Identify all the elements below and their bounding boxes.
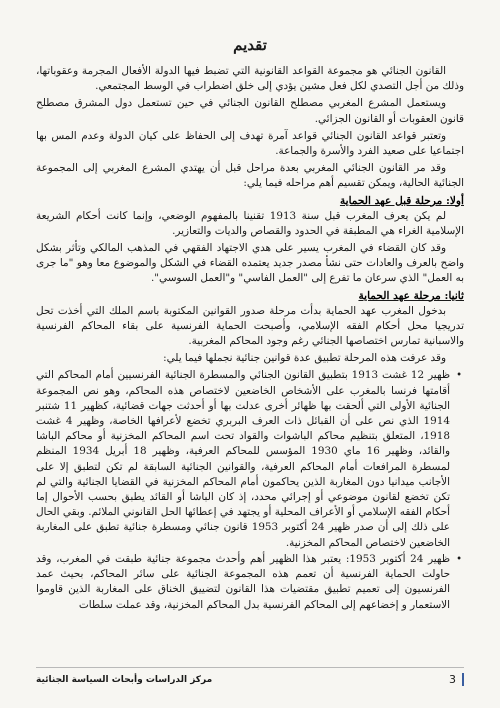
section-paragraph: بدخول المغرب عهد الحماية بدأت مرحلة صدور القوانين المكتوبة باسم الملك التي أخذت تحل تدريجيا محل أحكام الفقه الإسلامي، وأصبحت الحماية الفرنسية على بقاء المحاكم الفرنسية والاسبانية تمارس اختصاصها الجنائي رغم وجود المحاكم المغربية. <box>36 304 464 348</box>
intro-paragraph: القانون الجنائي هو مجموعة القواعد القانونية التي تضبط فيها الدولة الأفعال المجرمة وعقوباتها، وذلك من أجل التصدي لكل فعل مشين يؤدي إلى خلق اضطراب في الوسط المجتمعي. <box>36 65 464 93</box>
page-title: تقديم <box>233 36 267 54</box>
section-paragraph: وقد عرفت هذه المرحلة تطبيق عدة قوانين جنائية نجملها فيما يلي: <box>163 352 446 365</box>
bullet-list <box>36 368 464 612</box>
list-item: • ظهير 12 غشت 1913 بتطبيق القانون الجنائي والمسطرة الجنائية الفرنسيين أمام المحاكم التي أقامتها فرنسا بالمغرب على الأشخاص الخاضعين لاختصاص هذه المحاكم، وهو نص المجموعة الجنائية الأولى التي ألحقت بها ظهائر أخرى عدلت بها أو أحدثت جهات قضائية، كظهير 11 شتنبر 1914 الذي نص على أن القبائل ذات العرف البربري تخضع لأعرافها الخاصة، وظهير 4 غشت 1918، المتعلق بتنظيم محاكم الباشوات والقواد تحت اسم المحاكم المخزنية أو محاكم الباشا والقائد، وظهير 16 ماي 1930 المؤسس للمحاكم العرفية، وظهير 18 أبريل 1934 المنظم لمسطرة المرافعات أمام المحاكم العرفية، والقوانين الجنائية السابقة لم تكن لتطبق إلا على الأجانب ميدانيا دون المغاربة الذين يحاكمون أمام المحاكم المخزنية في القضايا الجنائية والتي لم تكن تخضع لقانون موضوعي أو إجرائي محدد، إذ كان الباشا أو القائد يطبق بحسب الأحوال إما أحكام الفقه الإسلامي أو الأعراف المحلية أو يجتهد في إعطائها الحل القانوني الملائم. وبقي الحال على ذلك إلى أن صدر ظهير 24 أكتوبر 1953 قانون جنائي ومسطرة جنائية تطبق على المغاربة الخاضعين لاختصاص المحاكم المخزنية. <box>36 368 450 550</box>
intro-paragraph: وتعتبر قواعد القانون الجنائي قواعد آمرة تهدف إلى الحفاظ على كيان الدولة وعدم المس بها اجتماعيا على صعيد الفرد والأسرة والجماعة. <box>36 129 464 158</box>
section-heading-label: أولا: مرحلة قبل عهد الحماية <box>339 194 464 207</box>
section-heading <box>36 290 464 302</box>
section-heading-label: ثانيا: مرحلة عهد الحماية <box>358 289 464 302</box>
page-footer <box>36 667 464 686</box>
section-paragraph: وقد كان القضاء في المغرب يسير على هدي الاجتهاد الفقهي في المذهب المالكي وتأثر بشكل واضح بالعرف والعادات حتى نشأ مصدر جديد يعتمده القضاء في الشكل والموضوع معا وهو "ما جرى به العمل" الذي سرعان ما تفرع إلى "العمل الفاسي" و"العمل السوسي". <box>36 242 464 285</box>
intro-paragraph: وقد مر القانون الجنائي المغربي بعدة مراحل قبل أن يهتدي المشرع المغربي إلى المجموعة الجنائية الحالية، ويمكن تقسيم أهم مراحله فيما يلي: <box>36 162 464 190</box>
intro-paragraph: ويستعمل المشرع المغربي مصطلح القانون الجنائي في حين تستعمل دول المشرق مصطلح قانون العقوبات أو القانون الجزائي. <box>36 97 464 125</box>
page-number: 3 <box>449 673 464 686</box>
footer-center-name: مركز الدراسات وأبحاث السياسة الجنائية <box>36 674 213 685</box>
section-paragraph: لم يكن يعرف المغرب قبل سنة 1913 تقنينا بالمفهوم الوضعي، وإنما كانت أحكام الشريعة الإسلامية الغراء هي المطبقة في الحدود والقصاص والديات والتعازير. <box>36 209 464 237</box>
list-item: • ظهير 24 أكتوبر 1953: يعتبر هذا الظهير أهم وأحدث مجموعة جنائية طبقت في المغرب، وقد حاولت الحماية الفرنسية أن تعمم هذه المجموعة الجنائية على سائر المحاكم، بحيث عمد الفرنسيون إلى تعميم تطبيق مقتضيات هذا القانون لتضييق الخناق على المغاربة الذين قاوموا الاستعمار و إخضاعهم إلى المحاكم الفرنسية بدل المحاكم المخزنية، وقد عملت سلطات <box>36 552 450 613</box>
section-heading <box>36 195 464 207</box>
